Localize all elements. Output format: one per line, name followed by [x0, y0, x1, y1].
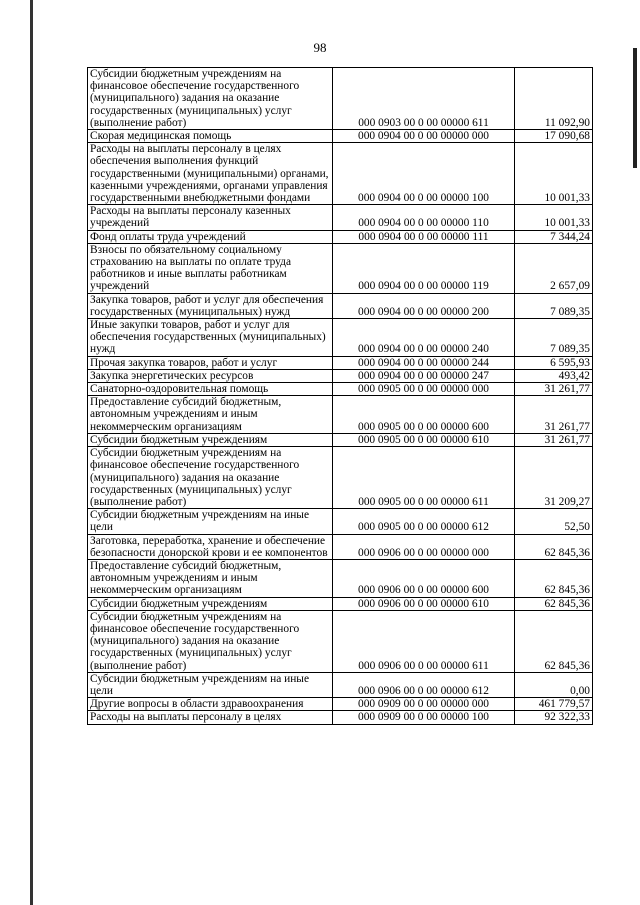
row-code: 000 0903 00 0 00 00000 611 — [333, 68, 515, 130]
row-amount: 7 089,35 — [515, 319, 593, 357]
row-code: 000 0904 00 0 00 00000 100 — [333, 143, 515, 205]
row-amount: 31 261,77 — [515, 383, 593, 396]
row-code: 000 0904 00 0 00 00000 244 — [333, 356, 515, 369]
row-name: Расходы на выплаты персоналу в целях обеспечения выполнения функций государственными (муниципальными) органами, казенными учреждениями, органами управления государственными внебюджетными фондами — [88, 143, 333, 205]
row-amount: 10 001,33 — [515, 205, 593, 230]
row-name: Закупка энергетических ресурсов — [88, 369, 333, 382]
table-row — [88, 610, 593, 672]
table-row — [88, 130, 593, 143]
row-name: Взносы по обязательному социальному страхованию на выплаты по оплате труда работников и иные выплаты работникам учреждений — [88, 243, 333, 293]
row-name: Субсидии бюджетным учреждениям — [88, 433, 333, 446]
row-amount: 461 779,57 — [515, 698, 593, 711]
row-amount: 17 090,68 — [515, 130, 593, 143]
row-amount: 52,50 — [515, 509, 593, 534]
table-row — [88, 369, 593, 382]
table-row — [88, 672, 593, 697]
row-name: Субсидии бюджетным учреждениям на финансовое обеспечение государственного (муниципального) задания на оказание государственных (муниципальных) услуг (выполнение работ) — [88, 610, 333, 672]
row-code: 000 0905 00 0 00 00000 612 — [333, 509, 515, 534]
table-row — [88, 396, 593, 434]
row-amount: 62 845,36 — [515, 559, 593, 597]
table-row — [88, 383, 593, 396]
page-number: 98 — [313, 40, 327, 55]
scan-left-edge — [30, 0, 33, 905]
row-amount: 7 344,24 — [515, 230, 593, 243]
row-code: 000 0905 00 0 00 00000 600 — [333, 396, 515, 434]
row-name: Субсидии бюджетным учреждениям — [88, 597, 333, 610]
table-row — [88, 243, 593, 293]
row-name: Расходы на выплаты персоналу в целях — [88, 711, 333, 724]
row-amount: 493,42 — [515, 369, 593, 382]
budget-table-body — [88, 68, 593, 725]
row-name: Другие вопросы в области здравоохранения — [88, 698, 333, 711]
table-row — [88, 597, 593, 610]
row-amount: 31 261,77 — [515, 396, 593, 434]
row-name: Субсидии бюджетным учреждениям на финансовое обеспечение государственного (муниципального) задания на оказание государственных (муниципальных) услуг (выполнение работ) — [88, 68, 333, 130]
table-row — [88, 534, 593, 559]
row-amount: 92 322,33 — [515, 711, 593, 724]
row-code: 000 0906 00 0 00 00000 610 — [333, 597, 515, 610]
row-amount: 62 845,36 — [515, 534, 593, 559]
row-amount: 6 595,93 — [515, 356, 593, 369]
row-code: 000 0904 00 0 00 00000 119 — [333, 243, 515, 293]
table-row — [88, 293, 593, 318]
row-amount: 10 001,33 — [515, 143, 593, 205]
row-amount: 7 089,35 — [515, 293, 593, 318]
row-name: Фонд оплаты труда учреждений — [88, 230, 333, 243]
table-row — [88, 559, 593, 597]
table-row — [88, 509, 593, 534]
row-code: 000 0906 00 0 00 00000 600 — [333, 559, 515, 597]
row-code: 000 0904 00 0 00 00000 111 — [333, 230, 515, 243]
scan-right-edge — [633, 48, 637, 168]
table-row — [88, 319, 593, 357]
table-row — [88, 230, 593, 243]
row-code: 000 0905 00 0 00 00000 000 — [333, 383, 515, 396]
row-name: Скорая медицинская помощь — [88, 130, 333, 143]
row-name: Предоставление субсидий бюджетным, автономным учреждениям и иным некоммерческим организациям — [88, 396, 333, 434]
table-row — [88, 711, 593, 724]
row-code: 000 0906 00 0 00 00000 612 — [333, 672, 515, 697]
row-name: Предоставление субсидий бюджетным, автономным учреждениям и иным некоммерческим организациям — [88, 559, 333, 597]
row-code: 000 0904 00 0 00 00000 247 — [333, 369, 515, 382]
row-amount: 31 261,77 — [515, 433, 593, 446]
row-code: 000 0909 00 0 00 00000 100 — [333, 711, 515, 724]
row-code: 000 0906 00 0 00 00000 000 — [333, 534, 515, 559]
row-code: 000 0905 00 0 00 00000 610 — [333, 433, 515, 446]
row-amount: 62 845,36 — [515, 610, 593, 672]
row-code: 000 0904 00 0 00 00000 200 — [333, 293, 515, 318]
row-amount: 62 845,36 — [515, 597, 593, 610]
row-code: 000 0909 00 0 00 00000 000 — [333, 698, 515, 711]
row-name: Заготовка, переработка, хранение и обеспечение безопасности донорской крови и ее компонентов — [88, 534, 333, 559]
row-code: 000 0904 00 0 00 00000 000 — [333, 130, 515, 143]
row-amount: 31 209,27 — [515, 447, 593, 509]
row-name: Субсидии бюджетным учреждениям на финансовое обеспечение государственного (муниципального) задания на оказание государственных (муниципальных) услуг (выполнение работ) — [88, 447, 333, 509]
row-code: 000 0905 00 0 00 00000 611 — [333, 447, 515, 509]
row-name: Субсидии бюджетным учреждениям на иные цели — [88, 672, 333, 697]
row-name: Санаторно-оздоровительная помощь — [88, 383, 333, 396]
budget-table — [87, 67, 593, 725]
row-code: 000 0904 00 0 00 00000 240 — [333, 319, 515, 357]
table-row — [88, 68, 593, 130]
row-code: 000 0904 00 0 00 00000 110 — [333, 205, 515, 230]
table-row — [88, 447, 593, 509]
row-amount: 11 092,90 — [515, 68, 593, 130]
row-amount: 2 657,09 — [515, 243, 593, 293]
table-row — [88, 205, 593, 230]
table-row — [88, 433, 593, 446]
row-code: 000 0906 00 0 00 00000 611 — [333, 610, 515, 672]
row-name: Закупка товаров, работ и услуг для обеспечения государственных (муниципальных) нужд — [88, 293, 333, 318]
row-name: Иные закупки товаров, работ и услуг для обеспечения государственных (муниципальных) нужд — [88, 319, 333, 357]
row-name: Субсидии бюджетным учреждениям на иные цели — [88, 509, 333, 534]
row-name: Прочая закупка товаров, работ и услуг — [88, 356, 333, 369]
table-row — [88, 356, 593, 369]
row-name: Расходы на выплаты персоналу казенных учреждений — [88, 205, 333, 230]
table-row — [88, 698, 593, 711]
table-row — [88, 143, 593, 205]
row-amount: 0,00 — [515, 672, 593, 697]
